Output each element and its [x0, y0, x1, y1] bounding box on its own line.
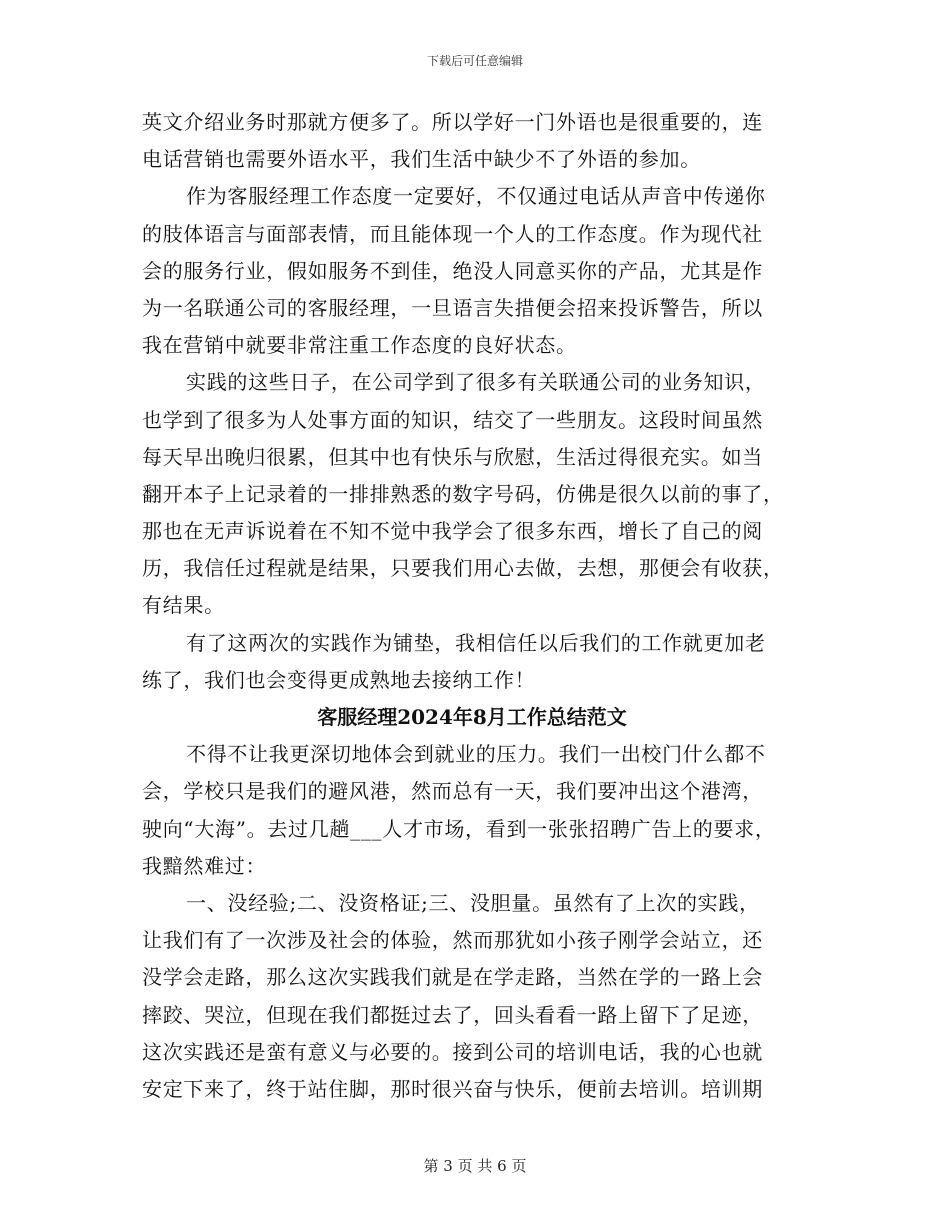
text-line: 作为客服经理工作态度一定要好，不仅通过电话从声音中传递你	[186, 184, 766, 209]
text-line: 也学到了很多为人处事方面的知识，结交了一些朋友。这段时间虽然	[142, 407, 763, 432]
text-line: 练了，我们也会变得更成熟地去接纳工作！	[142, 667, 536, 692]
text-line: 没学会走路，那么这次实践我们就是在学走路，当然在学的一路上会	[142, 965, 763, 990]
page-footer-number: 第 3 页 共 6 页	[423, 1157, 527, 1175]
text-line: 不得不让我更深切地体会到就业的压力。我们一出校门什么都不	[186, 742, 766, 767]
text-line: 的肢体语言与面部表情，而且能体现一个人的工作态度。作为现代社	[142, 221, 763, 246]
text-line: 每天早出晚归很累，但其中也有快乐与欣慰，生活过得很充实。如当	[142, 444, 763, 469]
text-line: 电话营销也需要外语水平，我们生活中缺少不了外语的参加。	[142, 147, 701, 172]
text-line: 那也在无声诉说着在不知不觉中我学会了很多东西，增长了自己的阅	[142, 519, 763, 544]
text-line: 会的服务行业，假如服务不到佳，绝没人同意买你的产品，尤其是作	[142, 258, 763, 283]
text-line: 摔跤、哭泣，但现在我们都挺过去了，回头看看一路上留下了足迹，	[142, 1002, 763, 1027]
document-body	[142, 104, 802, 1108]
text-line: 英文介绍业务时那就方便多了。所以学好一门外语也是很重要的，连	[142, 110, 763, 134]
text-line: 历，我信任过程就是结果，只要我们用心去做，去想，那便会有收获，	[142, 556, 784, 581]
section-title: 客服经理2024年8月工作总结范文	[317, 705, 627, 729]
text-line: 我在营销中就要非常注重工作态度的良好状态。	[142, 333, 577, 358]
text-line: 翻开本子上记录着的一排排熟悉的数字号码，仿佛是很久以前的事了，	[142, 481, 784, 506]
text-line: 我黯然难过：	[142, 853, 267, 878]
text-line: 这次实践还是蛮有意义与必要的。接到公司的培训电话，我的心也就	[142, 1039, 763, 1064]
text-line: 有了这两次的实践作为铺垫，我相信任以后我们的工作就更加老	[186, 630, 766, 655]
page-header-note: 下载后可任意编辑	[426, 54, 523, 68]
text-line: 有结果。	[142, 593, 225, 618]
text-line: 为一名联通公司的客服经理，一旦语言失措便会招来投诉警告，所以	[142, 295, 763, 320]
text-line: 安定下来了，终于站住脚，那时很兴奋与快乐，便前去培训。培训期	[142, 1076, 763, 1101]
text-line: 会，学校只是我们的避风港，然而总有一天，我们要冲出这个港湾，	[142, 779, 763, 804]
text-line: 实践的这些日子，在公司学到了很多有关联通公司的业务知识，	[186, 370, 766, 395]
text-line: 一、没经验;二、没资格证;三、没胆量。虽然有了上次的实践，	[186, 890, 760, 915]
text-line: 让我们有了一次涉及社会的体验，然而那犹如小孩子刚学会站立，还	[142, 928, 763, 953]
text-line: 驶向“大海”。去过几趟___人才市场，看到一张张招聘广告上的要求，	[142, 816, 776, 841]
